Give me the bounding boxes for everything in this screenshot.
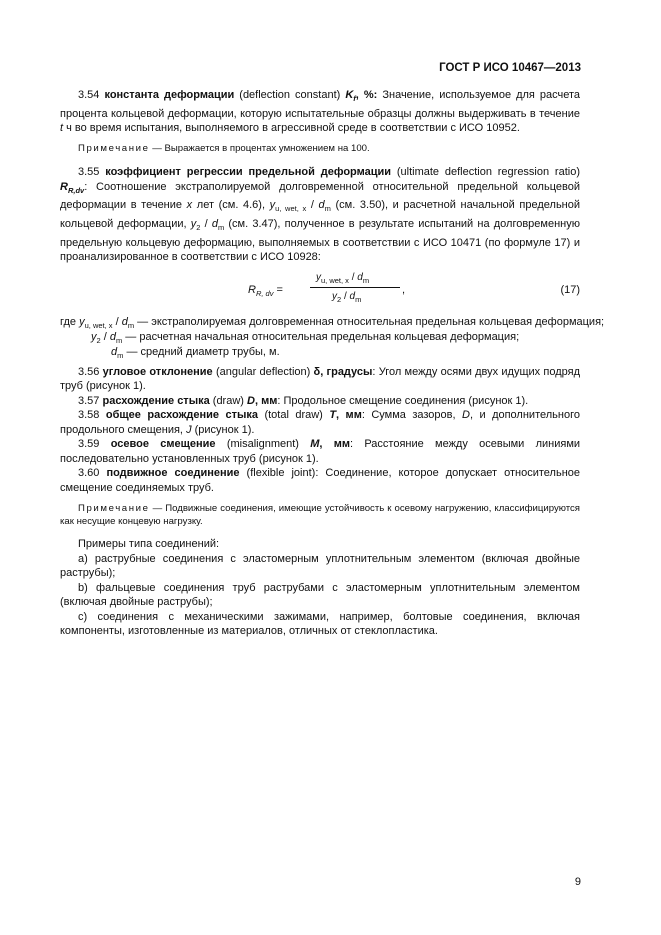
term: константа деформации (104, 89, 235, 101)
clause-3-57: 3.57 расхождение стыка (draw) D, мм: Продольное смещение соединения (рисунок 1). (78, 394, 529, 407)
clause-3-60: 3.60 подвижное соединение (flexible joint): Соединение, которое допускает относительное смещение соединяемых труб. (60, 467, 581, 494)
equation-number: (17) (560, 283, 580, 296)
term: коэффициент регрессии предельной деформации (105, 166, 392, 179)
note-2: Примечание — Подвижные соединения, имеющие устойчивость к осевому нагружению, классифицируются как несущие концевую нагрузку. (60, 503, 580, 527)
document-header: ГОСТ Р ИСО 10467—2013 (439, 62, 581, 74)
examples-title: Примеры типа соединений: (78, 538, 220, 551)
example-c: c) соединения с механическими зажимами, например, болтовые соединения, включая компоненты, изготовленные из материалов, отличных от стеклопластика. (60, 610, 580, 638)
fraction-numerator: $y_{u, wet, x} / d_m$ (316, 271, 370, 285)
example-b: b) фальцевые соединения труб раструбами с эластомерным уплотнительным элементом (включая двойные раструбы); (60, 581, 580, 609)
example-a: a) раструбные соединения с эластомерным уплотнительным элементом (включая двойные раструбы); (60, 552, 580, 580)
clause-3-55: 3.55 коэффициент регрессии предельной деформации (ultimate deflection regression ratio) $R_{R,dv}$: Соотношение экстраполируемой долговременной относительной предельной кольцевой деформации в течение x лет (см. 4.6), $y_{u, wet, x} / d_m$ (см. 3.50), и расчетной начальной предельной кольцевой деформации, $y_2 / d_m$ (см. 3.47), полученное в результате испытаний на долговременную предельную кольцевую деформацию, выполняемых в соответствии с ИСО 10471 (по формуле 17) и проанализированное в соответствии с ИСО 10928: (60, 166, 581, 264)
clause-3-58: 3.58 общее расхождение стыка (total draw) T, мм: Сумма зазоров, D, и дополнительного продольного смещения, J (рисунок 1). (60, 409, 580, 436)
formula-17: $R_{R, dv}$ = $y_{u, wet, x} / d_m$ $y_2 / d_m$ , (17) (60, 271, 580, 311)
where-list: где $y_{u, wet, x} / d_m$ — экстраполируемая долговременная относительная предельная кольцевая деформация; $y_2 / d_m$ — расчетная начальная относительная предельная кольцевая деформация; $d_m$ — средний диаметр трубы, м. (60, 315, 605, 360)
clause-3-54: 3.54 константа деформации (deflection constant) $K_f$, %: Значение, используемое для расчета процента кольцевой деформации, которую испытательные образцы должны выдерживать в течение t ч во время испытания, выполняемого в агрессивной среде в соответствии с ИСО 10952. (60, 89, 581, 135)
page-number: 9 (574, 876, 581, 888)
fraction-denominator: $y_2 / d_m$ (332, 290, 362, 304)
note-1: Примечание — Выражается в процентах умножением на 100. (78, 142, 370, 154)
document-body (60, 88, 605, 639)
clause-3-56: 3.56 угловое отклонение (angular deflection) δ, градусы: Угол между осями двух идущих подряд труб (рисунок 1). (60, 365, 581, 393)
clause-3-59: 3.59 осевое смещение (misalignment) M, мм: Расстояние между осевыми линиями последовательно установленных труб (рисунок 1). (60, 438, 581, 465)
fraction-bar (310, 287, 400, 288)
